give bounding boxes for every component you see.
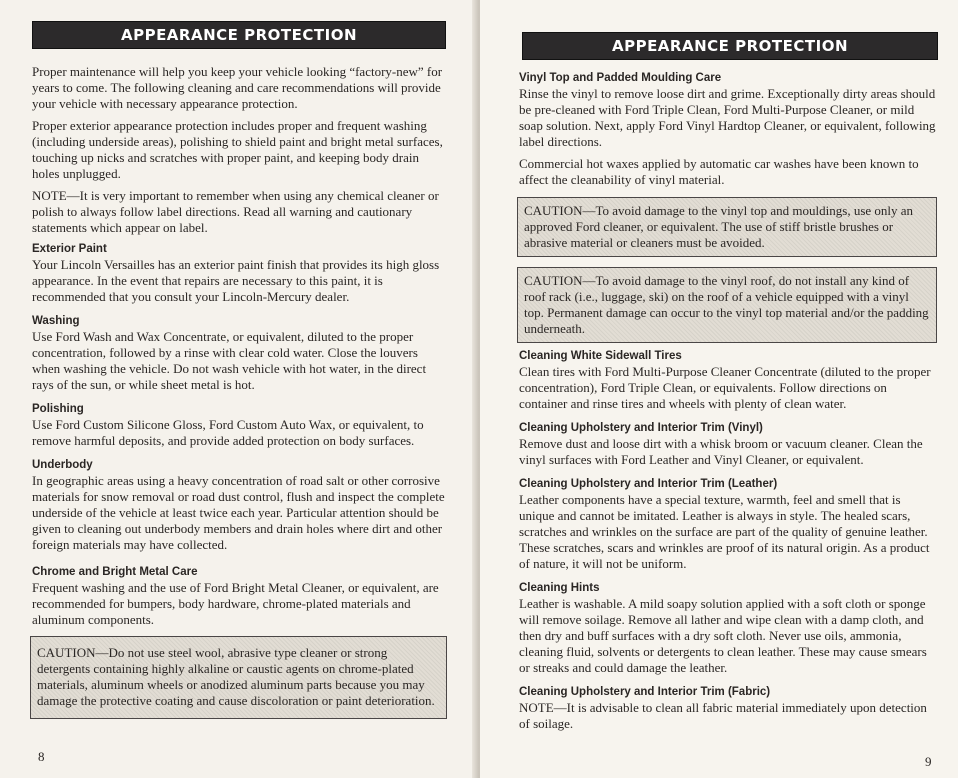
left-page [0, 0, 478, 778]
section-body: Use Ford Custom Silicone Gloss, Ford Custom Auto Wax, or equivalent, to remove harmful deposits, and provide added protection on body surfaces. [32, 417, 424, 448]
section-heading-white-sidewall: Cleaning White Sidewall Tires [519, 350, 682, 362]
section-heading-washing: Washing [32, 315, 80, 327]
section-body: Rinse the vinyl to remove loose dirt and grime. Exceptionally dirty areas should be pre-cleaned with Ford Triple Clean, Ford Multi-Purpose Cleaner, or mild soap solution. Next, apply Ford Vinyl Hardtop Cleaner, or equivalent, following label directions. [519, 86, 936, 149]
section-heading-polishing: Polishing [32, 403, 84, 415]
section-heading-cleaning-hints: Cleaning Hints [519, 582, 600, 594]
caution-box: CAUTION—Do not use steel wool, abrasive type cleaner or strong detergents containing highly alkaline or caustic agents on chrome-plated materials, aluminum wheels or anodized aluminum parts because you may damage the protective coating and cause discoloration or paint deterioration. [30, 636, 447, 719]
section-body: NOTE—It is advisable to clean all fabric material immediately upon detection of soilage. [519, 700, 927, 731]
section-heading-upholstery-vinyl: Cleaning Upholstery and Interior Trim (Vinyl) [519, 422, 763, 434]
page-number: 9 [925, 754, 932, 769]
section-heading-exterior-paint: Exterior Paint [32, 243, 107, 255]
page-banner: APPEARANCE PROTECTION [522, 32, 938, 60]
section-heading-upholstery-fabric: Cleaning Upholstery and Interior Trim (Fabric) [519, 686, 771, 698]
intro-paragraph: Proper exterior appearance protection includes proper and frequent washing (including underside areas), polishing to shield paint and bright metal surfaces, touching up nicks and scratches with proper paint, and keeping body drain holes unplugged. [32, 118, 443, 181]
caution-box: CAUTION—To avoid damage to the vinyl roof, do not install any kind of roof rack (i.e., luggage, ski) on the roof of a vehicle equipped with a vinyl top. Permanent damage can occur to the vinyl top material and/or the padding underneath. [517, 267, 937, 343]
section-body: Remove dust and loose dirt with a whisk broom or vacuum cleaner. Clean the vinyl surfaces with Ford Leather and Vinyl Cleaner, or equivalent. [519, 436, 923, 467]
right-content [519, 71, 937, 738]
section-heading-underbody: Underbody [32, 459, 93, 471]
page-banner: APPEARANCE PROTECTION [32, 21, 446, 49]
page-number: 8 [38, 749, 45, 764]
caution-box: CAUTION—To avoid damage to the vinyl top and mouldings, use only an approved Ford cleaner, or equivalent. The use of stiff bristle brushes or abrasive material or cleaners must be avoided. [517, 197, 937, 257]
section-heading-upholstery-leather: Cleaning Upholstery and Interior Trim (Leather) [519, 478, 778, 490]
section-body: Use Ford Wash and Wax Concentrate, or equivalent, diluted to the proper concentration, followed by a rinse with clear cold water. Close the louvers when washing the vehicle. Do not wash vehicle with hot water, in the direct rays of the sun, or while sheet metal is hot. [32, 329, 427, 392]
right-page [480, 0, 958, 778]
section-body: Your Lincoln Versailles has an exterior paint finish that provides its high gloss appearance. In the event that repairs are necessary to this paint, it is recommended that you consult your Lincoln-Mercury dealer. [32, 257, 440, 304]
section-body: Clean tires with Ford Multi-Purpose Cleaner Concentrate (diluted to the proper concentration), Ford Triple Clean, or equivalents. Follow directions on container and rinse tires and wheels with plenty of clean water. [519, 364, 931, 411]
section-body: Leather is washable. A mild soapy solution applied with a soft cloth or sponge will remove soilage. Remove all lather and wipe clean with a damp cloth, and then dry and buff surfaces with a dry soft cloth. Never use oils, ammonia, cleaning fluid, solvents or detergents to clean leather. These may cause smears or streaks and could damage the leather. [519, 596, 927, 675]
section-body: Commercial hot waxes applied by automatic car washes have been known to affect the cleanability of vinyl material. [519, 156, 919, 187]
section-body: Frequent washing and the use of Ford Bright Metal Cleaner, or equivalent, are recommended for bumpers, body hardware, chrome-plated materials and aluminum components. [32, 580, 439, 627]
left-content [32, 64, 447, 727]
section-heading-chrome: Chrome and Bright Metal Care [32, 566, 198, 578]
intro-paragraph: Proper maintenance will help you keep your vehicle looking “factory-new” for years to come. The following cleaning and care recommendations will provide your vehicle with necessary appearance protection. [32, 64, 443, 111]
section-body: Leather components have a special texture, warmth, feel and smell that is unique and cannot be imitated. Leather is always in style. The healed scars, scratches and wrinkles on the surface are part of the quality of genuine leather. These scratches, scars and wrinkles are proof of its natural origin. As a product of nature, it will not be uniform. [519, 492, 930, 571]
section-body: In geographic areas using a heavy concentration of road salt or other corrosive materials for snow removal or road dust control, flush and inspect the complete underside of the vehicle at least twice each year. Particular attention should be given to cleaning out underbody members and drain holes where dirt and other foreign materials may have collected. [32, 473, 445, 552]
section-heading-vinyl-top: Vinyl Top and Padded Moulding Care [519, 72, 722, 84]
note-paragraph: NOTE—It is very important to remember when using any chemical cleaner or polish to always follow label directions. Read all warning and cautionary statements which appear on label. [32, 188, 439, 235]
